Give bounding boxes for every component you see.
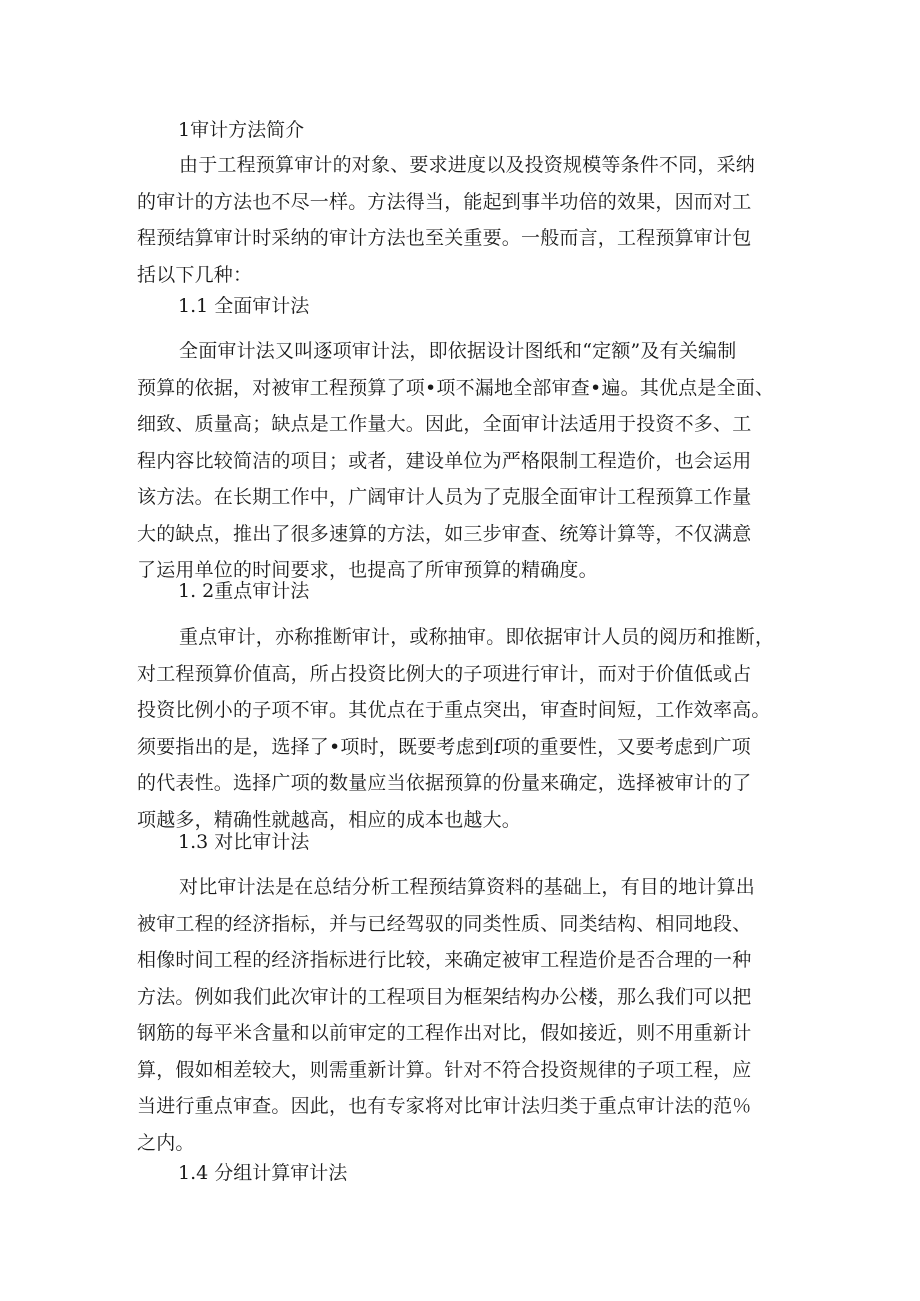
paragraph-line: 须要指出的是，选择了•项时，既要考虑到f项的重要性，又要考虑到广项 (137, 735, 751, 758)
intro-line: 的审计的方法也不尽一样。方法得当，能起到事半功倍的效果，因而对工 (137, 190, 752, 213)
paragraph-line: 的代表性。选择广项的数量应当依据预算的份量来确定，选择被审计的了 (137, 772, 752, 794)
paragraph-line: 细致、质量高；缺点是工作量大。因此，全面审计法适用于投资不多、工 (137, 413, 752, 435)
paragraph-line: 大的缺点，推出了很多速算的方法，如三步审查、统筹计算等，不仅满意 (137, 522, 752, 545)
paragraph-1-1 (137, 333, 802, 589)
paragraph-line: 当进行重点审查。因此，也有专家将对比审计法归类于重点审计法的范％ (137, 1095, 752, 1117)
paragraph-line: 全面审计法又叫逐项审计法，即依据设计图纸和“定额”及有关编制 (179, 340, 737, 362)
paragraph-line: 了运用单位的时间要求，也提高了所审预算的精确度。 (137, 559, 598, 581)
intro-line: 括以下几种： (137, 263, 253, 286)
paragraph-line: 该方法。在长期工作中，广阔审计人员为了克服全面审计工程预算工作量 (137, 486, 752, 508)
heading-1-1: 1.1 全面审计法 (178, 295, 310, 317)
paragraph-line: 预算的依据，对被审工程预算了项•项不漏地全部审查•遍。其优点是全面、 (137, 376, 775, 399)
intro-line: 程预结算审计时采纳的审计方法也至关重要。一般而言，工程预算审计包 (137, 227, 752, 249)
paragraph-1-3 (137, 869, 802, 1161)
paragraph-line: 对比审计法是在总结分析工程预结算资料的基础上，有目的地计算出 (179, 876, 756, 898)
section-title: 1审计方法简介 (178, 119, 305, 141)
paragraph-1-2 (137, 619, 802, 838)
paragraph-line: 之内。 (137, 1131, 195, 1154)
paragraph-line: 方法。例如我们此次审计的工程项目为框架结构办公楼，那么我们可以把 (137, 985, 752, 1008)
paragraph-line: 对工程预算价值高，所占投资比例大的子项进行审计，而对于价值低或占 (137, 662, 752, 685)
intro-line: 由于工程预算审计的对象、要求进度以及投资规模等条件不同，采纳 (179, 154, 756, 176)
paragraph-line: 相像时间工程的经济指标进行比较，来确定被审工程造价是否合理的一种 (137, 949, 752, 971)
heading-1-3: 1.3 对比审计法 (178, 831, 310, 853)
paragraph-line: 钢筋的每平米含量和以前审定的工程作出对比，假如接近，则不用重新计 (137, 1022, 752, 1044)
paragraph-line: 投资比例小的子项不审。其优点在于重点突出，审查时间短，工作效率高。 (137, 699, 771, 721)
paragraph-line: 算，假如相差较大，则需重新计算。针对不符合投资规律的子项工程，应 (137, 1058, 752, 1081)
paragraph-line: 被审工程的经济指标，并与已经驾驭的同类性质、同类结构、相同地段、 (137, 912, 752, 935)
paragraph-line: 项越多，精确性就越高，相应的成本也越大。 (137, 808, 522, 831)
paragraph-line: 重点审计，亦称推断审计，或称抽审。即依据审计人员的阅历和推断， (179, 626, 775, 648)
heading-1-2: 1. 2重点审计法 (178, 580, 310, 602)
heading-1-4: 1.4 分组计算审计法 (178, 1162, 348, 1184)
paragraph-line: 程内容比较简洁的项目；或者，建设单位为严格限制工程造价，也会运用 (137, 449, 752, 472)
intro-paragraph (137, 147, 802, 293)
